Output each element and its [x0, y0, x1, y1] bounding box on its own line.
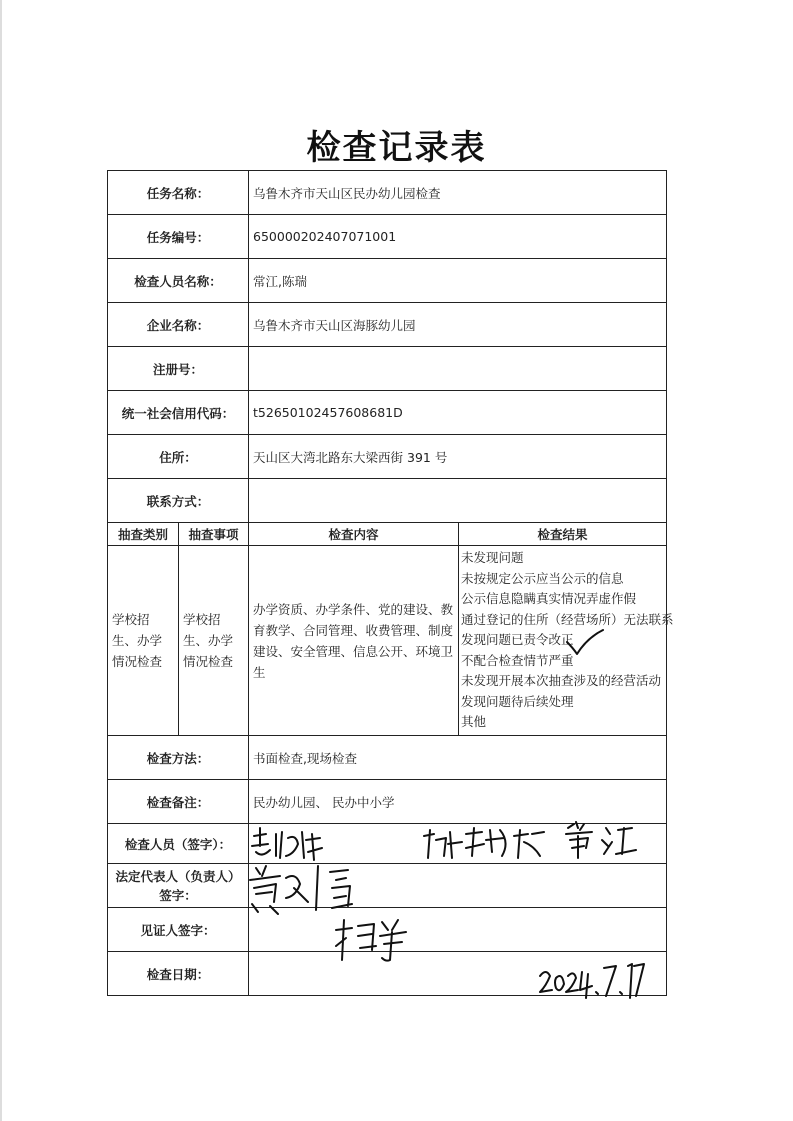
legal-rep-signature	[236, 858, 366, 918]
task-name-value: 乌鲁木齐市天山区民办幼儿园检查	[249, 171, 667, 215]
witness-signature	[332, 912, 412, 964]
check-content: 办学资质、办学条件、党的建设、教育教学、合同管理、收费管理、制度建设、安全管理、信息公开、环境卫生	[249, 546, 459, 736]
check-header-row	[108, 523, 667, 546]
inspector-names-label: 检查人员名称：	[108, 259, 249, 303]
row-inspector-names	[108, 259, 667, 303]
method-label: 检查方法：	[108, 736, 249, 780]
result-option: 公示信息隐瞒真实情况弄虚作假	[461, 591, 637, 607]
result-option: 不配合检查情节严重	[461, 652, 574, 668]
inspector-sign-label: 检查人员（签字）：	[108, 824, 249, 864]
inspector-signature-2	[420, 822, 550, 866]
result-option: 通过登记的住所（经营场所）无法联系	[461, 611, 674, 627]
company-value: 乌鲁木齐市天山区海豚幼儿园	[249, 303, 667, 347]
legal-rep-label: 法定代表人（负责人）签字：	[108, 864, 249, 908]
result-option: 其他	[461, 714, 487, 730]
inspector-signature-3	[562, 818, 642, 862]
check-item: 学校招生、办学情况检查	[179, 546, 249, 736]
row-task-name	[108, 171, 667, 215]
page-title: 检查记录表	[306, 128, 487, 168]
row-method	[108, 736, 667, 780]
check-mark-icon	[565, 628, 605, 658]
header-category: 抽查类别	[108, 523, 179, 546]
credit-code-value: t52650102457608681D	[249, 391, 667, 435]
credit-code-label: 统一社会信用代码：	[108, 391, 249, 435]
reg-no-value	[249, 347, 667, 391]
row-remark	[108, 780, 667, 824]
inspection-record-table	[107, 170, 674, 996]
inspector-names-value: 常江,陈瑞	[249, 259, 667, 303]
company-label: 企业名称：	[108, 303, 249, 347]
row-credit-code	[108, 391, 667, 435]
date-handwritten	[536, 958, 646, 1004]
task-no-label: 任务编号：	[108, 215, 249, 259]
reg-no-label: 注册号：	[108, 347, 249, 391]
row-address	[108, 435, 667, 479]
row-contact	[108, 479, 667, 523]
result-option: 发现问题待后续处理	[461, 693, 574, 709]
row-reg-no	[108, 347, 667, 391]
result-option: 未发现问题	[461, 550, 524, 566]
contact-label: 联系方式：	[108, 479, 249, 523]
remark-value: 民办幼儿园、 民办中小学	[249, 780, 667, 824]
task-name-label: 任务名称：	[108, 171, 249, 215]
address-value: 天山区大湾北路东大梁西街 391 号	[249, 435, 667, 479]
result-option: 未发现开展本次抽查涉及的经营活动	[461, 673, 662, 689]
witness-label: 见证人签字：	[108, 908, 249, 952]
row-legal-rep	[108, 864, 667, 908]
method-value: 书面检查,现场检查	[249, 736, 667, 780]
address-label: 住所：	[108, 435, 249, 479]
result-option: 未按规定公示应当公示的信息	[461, 570, 624, 586]
result-option-checked: 发现问题已责令改正	[461, 632, 574, 648]
header-item: 抽查事项	[179, 523, 249, 546]
row-task-no	[108, 215, 667, 259]
contact-value	[249, 479, 667, 523]
check-results	[459, 546, 674, 736]
remark-label: 检查备注：	[108, 780, 249, 824]
row-company	[108, 303, 667, 347]
task-no-value: 650000202407071001	[249, 215, 667, 259]
header-content: 检查内容	[249, 523, 459, 546]
header-result: 检查结果	[459, 523, 667, 546]
date-label: 检查日期：	[108, 952, 249, 996]
check-category: 学校招生、办学情况检查	[108, 546, 179, 736]
